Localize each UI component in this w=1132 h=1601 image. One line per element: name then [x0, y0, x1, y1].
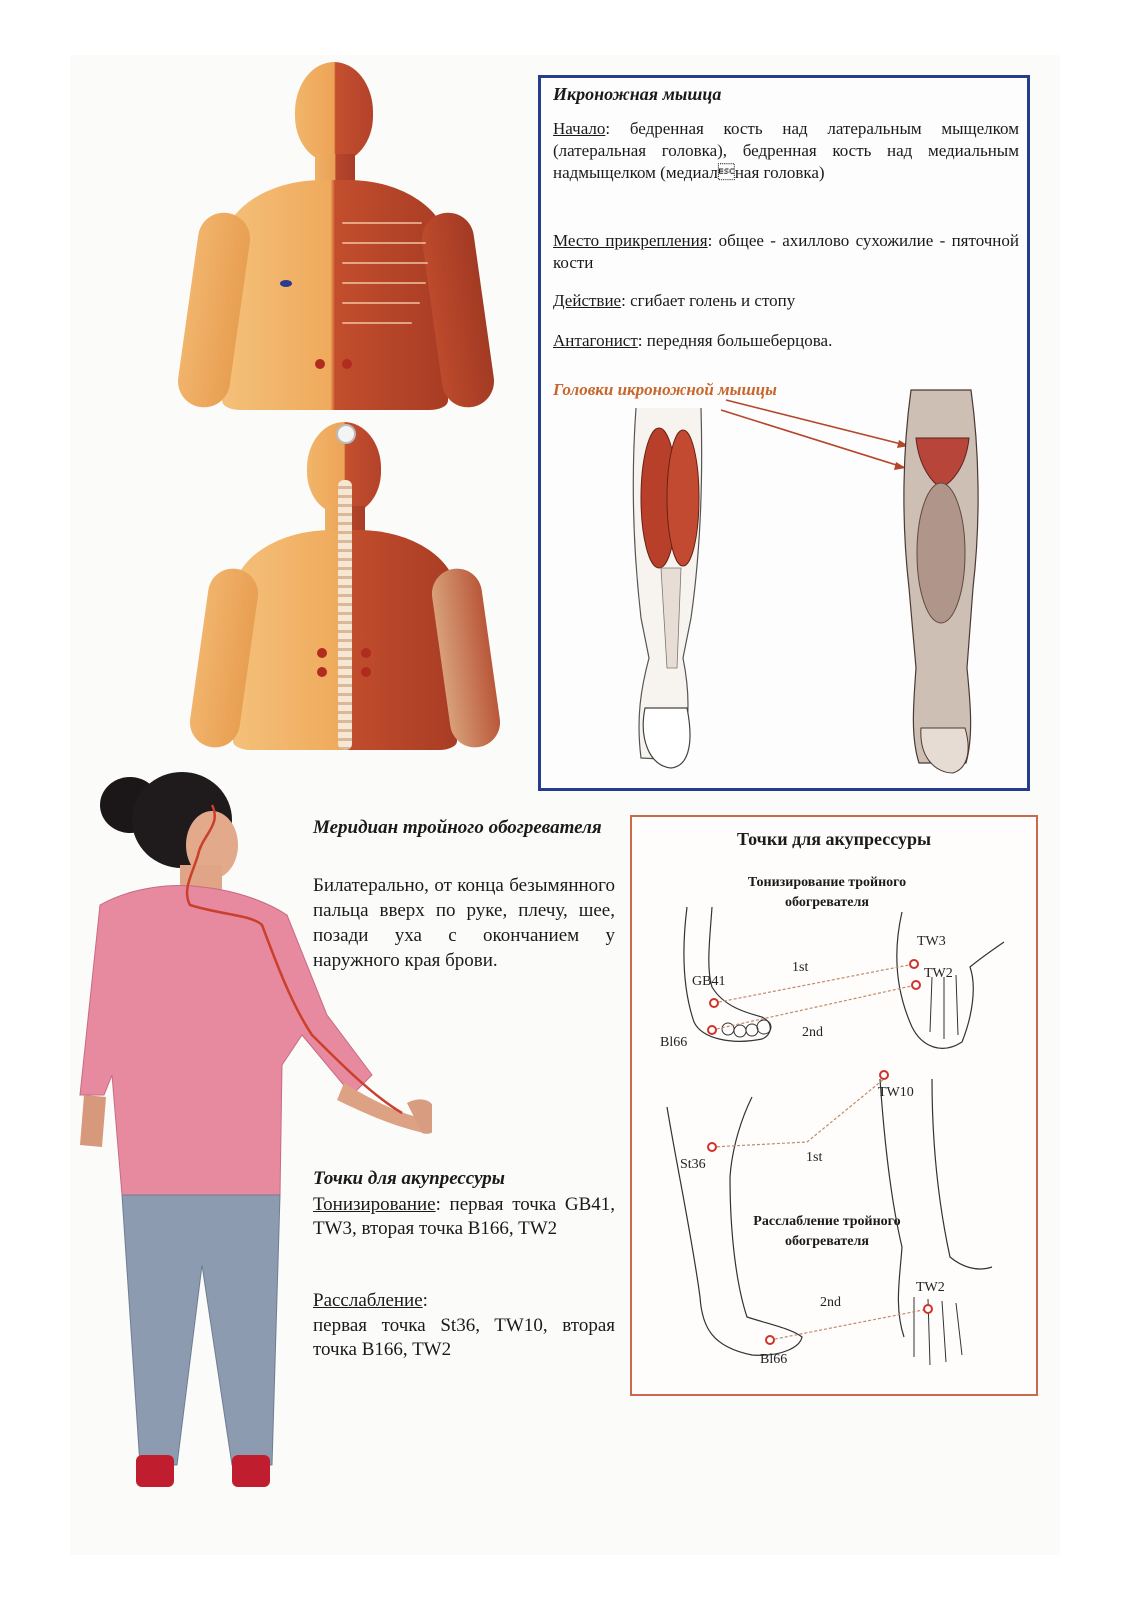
insertion-text: : общее - ахиллово сухожилие - пяточной кости: [553, 231, 1019, 272]
right-heel: [921, 728, 968, 773]
back-acupoint-4: [361, 667, 371, 677]
top-first-connection: [714, 964, 914, 1003]
left-calf-medial-head: [667, 430, 699, 566]
label-first-top: 1st: [792, 960, 809, 975]
action-paragraph: [553, 290, 1019, 312]
bottom-leg-outline: [667, 1097, 802, 1355]
back-torso-illustration: [195, 420, 495, 750]
insertion-paragraph: [553, 230, 1019, 274]
jeans: [122, 1195, 280, 1465]
antagonist-paragraph: [553, 330, 1019, 352]
label-st36: St36: [680, 1157, 706, 1172]
sedate-label: Расслабление: [313, 1290, 423, 1311]
bottom-second-connection: [770, 1309, 928, 1340]
front-trunk: [222, 180, 448, 410]
sedate-caption: Расслабление тройного обогревателя: [753, 1214, 901, 1249]
sedate-text: первая точка St36, TW10, вторая точка B166, TW2: [313, 1315, 615, 1360]
st36-marker: [708, 1143, 716, 1151]
label-tw3: TW3: [917, 934, 946, 949]
tonify-label: Тонизирование: [313, 1194, 436, 1215]
label-tw10: TW10: [878, 1085, 914, 1100]
action-text: : сгибает голень и стопу: [621, 291, 796, 310]
front-torso-illustration: [180, 62, 490, 410]
front-acupoint-right: [342, 359, 352, 369]
acupressure-box-title: Точки для акупрессуры: [736, 829, 932, 849]
label-second-bottom: 2nd: [820, 1295, 841, 1310]
origin-paragraph: [553, 118, 1019, 184]
gb41-marker: [710, 999, 718, 1007]
left-hand: [80, 1095, 106, 1147]
front-head: [295, 62, 373, 162]
label-tw2-bottom: TW2: [916, 1280, 945, 1295]
label-bl66-bottom: Bl66: [760, 1352, 788, 1367]
heads-pointer-arrow-1: [726, 400, 909, 446]
bl66-top-marker: [708, 1026, 716, 1034]
top-second-connection: [712, 985, 916, 1030]
meridian-title: Меридиан тройного обогревателя: [313, 817, 602, 838]
back-acupoint-2: [361, 648, 371, 658]
tw2-top-marker: [912, 981, 920, 989]
calf-muscle-illustration: [541, 388, 1027, 788]
crown-point: [336, 424, 356, 444]
label-gb41: GB41: [692, 974, 726, 989]
calf-box-title: Икроножная мышца: [553, 84, 722, 104]
tonify-paragraph: [313, 1193, 615, 1241]
insertion-label: Место прикрепления: [553, 231, 708, 250]
antagonist-label: Антагонист: [553, 331, 638, 350]
back-acupoint-1: [317, 648, 327, 658]
right-calf-belly: [917, 483, 965, 623]
spine: [338, 480, 352, 750]
tw3-marker: [910, 960, 918, 968]
label-first-bottom: 1st: [806, 1150, 823, 1165]
left-sock: [136, 1455, 174, 1487]
tonify-caption: Тонизирование тройного обогревателя: [747, 875, 907, 910]
label-second-top: 2nd: [802, 1025, 823, 1040]
front-acupoint-left: [315, 359, 325, 369]
acupressure-points-box: [630, 815, 1038, 1396]
calf-heads-title: Головки икроножной мышцы: [553, 380, 777, 399]
bl66-bottom-marker: [766, 1336, 774, 1344]
sedate-label-line: Расслабление:: [313, 1290, 428, 1311]
label-bl66-top: Bl66: [660, 1035, 688, 1050]
right-sock: [232, 1455, 270, 1487]
origin-text: : бедренная кость над латеральным мыщелком (латеральная головка), бедренная кость над медиальным надмыщелком (медиалная головка): [553, 119, 1019, 182]
bottom-first-connection: [712, 1079, 884, 1147]
tw10-marker: [880, 1071, 888, 1079]
front-acupoint-marker: [280, 280, 292, 287]
bottom-arm-outline: [880, 1079, 992, 1337]
origin-label: Начало: [553, 119, 606, 138]
antagonist-text: : передняя большеберцова.: [637, 331, 833, 350]
back-acupoint-3: [317, 667, 327, 677]
calf-muscle-info-box: [538, 75, 1030, 791]
action-label: Действие: [553, 291, 622, 310]
label-tw2-top: TW2: [924, 966, 953, 981]
meridian-description: Билатерально, от конца безымянного пальца вверх по руке, плечу, шее, позади уха с окончанием у наружного края брови.: [313, 875, 615, 971]
tonify-text: : первая точка GB41, TW3, вторая точка B166, TW2: [313, 1194, 615, 1239]
tw2-bottom-marker: [924, 1305, 932, 1313]
acupressure-text-title: Точки для акупрессуры: [313, 1168, 505, 1189]
